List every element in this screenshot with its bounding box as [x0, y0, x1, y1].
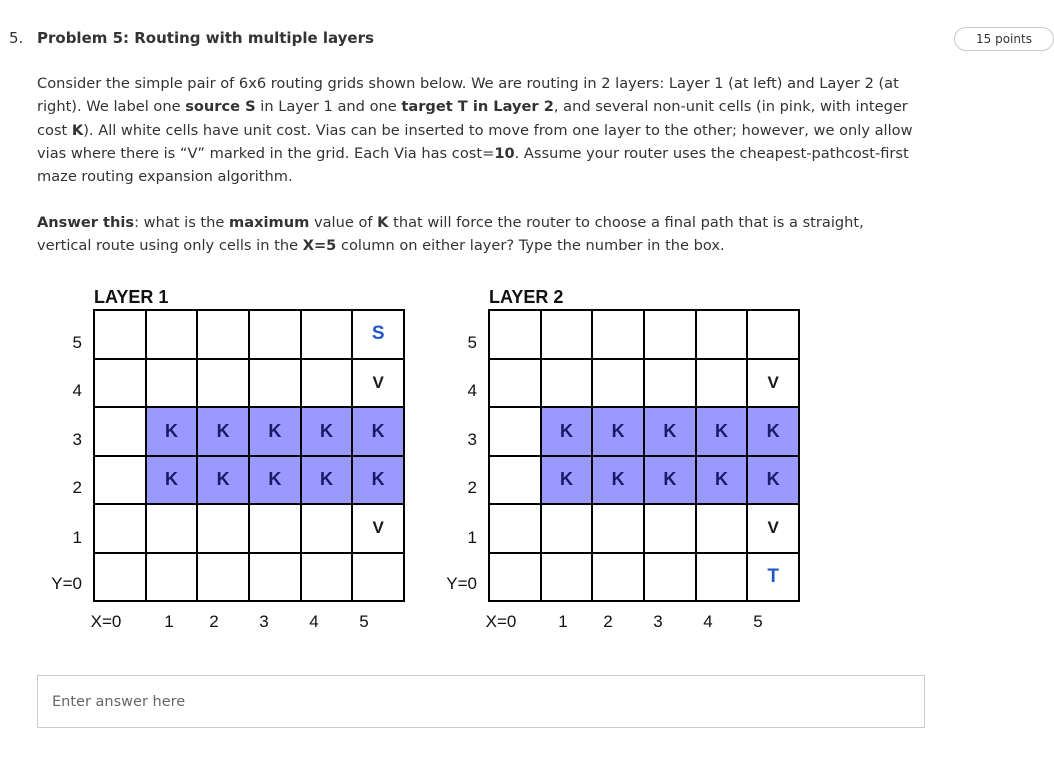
grid-cell — [542, 457, 592, 504]
grid-cell — [95, 505, 145, 552]
grid-cell — [542, 360, 592, 407]
grid-cell — [250, 505, 300, 552]
cell-label: V — [372, 372, 384, 392]
grid-cell — [353, 360, 403, 407]
x-label: 2 — [603, 612, 613, 631]
grid-cell — [490, 554, 540, 601]
grid-cell — [593, 408, 643, 455]
y-label: 5 — [72, 333, 82, 352]
grid-cell — [645, 554, 695, 601]
cell-label: K — [164, 420, 178, 441]
grid-cell — [198, 408, 248, 455]
cell-label: K — [611, 469, 625, 490]
cell-label: K — [714, 469, 728, 490]
grid-cell — [95, 457, 145, 504]
grid-cell — [302, 505, 352, 552]
x-label: 3 — [259, 612, 269, 631]
y-label: 3 — [72, 430, 82, 449]
grid-cell — [593, 505, 643, 552]
grid-cell — [198, 457, 248, 504]
grid-cell — [353, 457, 403, 504]
x-label: 4 — [703, 612, 713, 631]
cell-label: K — [164, 469, 178, 490]
grid-cell — [593, 360, 643, 407]
x-label: 1 — [558, 612, 568, 631]
grid-cell — [198, 554, 248, 601]
grid-cell — [95, 311, 145, 358]
grid-cell — [645, 457, 695, 504]
y-label: 2 — [467, 478, 477, 497]
answer-instructions: Answer this: what is the maximum value of K that will force the router to choose a final path that is a straight, vertical route using only cells in the X=5 column on either layer? Type the number in the box. — [37, 214, 864, 255]
grid-cell — [697, 311, 747, 358]
grid-cell — [250, 554, 300, 601]
grid-cell — [593, 457, 643, 504]
cell-label: V — [767, 372, 779, 392]
y-label: 3 — [467, 430, 477, 449]
grid-cell — [302, 311, 352, 358]
grid-cell — [302, 457, 352, 504]
y-label: 1 — [467, 528, 477, 547]
grid-cell — [250, 408, 300, 455]
points-badge: 15 points — [954, 27, 1054, 51]
grid-cell — [147, 457, 197, 504]
y-label: 4 — [467, 381, 477, 400]
grid-cell — [250, 311, 300, 358]
layer2-grid — [488, 309, 800, 602]
grid-cell — [147, 505, 197, 552]
x-label: 1 — [164, 612, 174, 631]
cell-label: K — [319, 469, 333, 490]
grid-cell — [353, 505, 403, 552]
grid-cell — [697, 505, 747, 552]
x-label: X=0 — [485, 612, 517, 631]
layer1-title: LAYER 1 — [94, 287, 169, 307]
cell-label: K — [371, 420, 385, 441]
grid-cell — [748, 311, 798, 358]
cell-label: V — [372, 518, 384, 538]
grid-cell — [542, 554, 592, 601]
cell-label: K — [559, 469, 573, 490]
x-label: 5 — [359, 612, 369, 631]
problem-description: Consider the simple pair of 6x6 routing grids shown below. We are routing in 2 layers: Layer 1 (at left) and Layer 2 (at right). We label one source S in Layer 1 and one target T in Layer 2, and several non-unit cells (in pink, with integer cost K). All white cells have unit cost. Vias can be inserted to move from one layer to the other; however, we only allow vias where there is “V” marked in the grid. Each Via has cost=10. Assume your router uses the cheapest-pathcost-first maze routing expansion algorithm. — [37, 75, 913, 186]
grid-cell — [490, 457, 540, 504]
answer-input[interactable] — [37, 675, 925, 728]
grid-cell — [697, 457, 747, 504]
grid-cell — [542, 505, 592, 552]
grid-cell — [645, 408, 695, 455]
y-label: 4 — [72, 381, 82, 400]
grid-cell — [147, 360, 197, 407]
grid-cell — [542, 311, 592, 358]
grid-cell — [697, 408, 747, 455]
cell-label: K — [766, 469, 780, 490]
cell-label: K — [319, 420, 333, 441]
grid-cell — [490, 408, 540, 455]
question-title: Problem 5: Routing with multiple layers — [37, 29, 374, 47]
x-label: 5 — [753, 612, 763, 631]
cell-label: K — [268, 469, 282, 490]
y-label: Y=0 — [51, 574, 82, 593]
grid-cell — [95, 408, 145, 455]
layer2-title: LAYER 2 — [489, 287, 564, 307]
grid-cell — [645, 311, 695, 358]
grid-cell — [748, 360, 798, 407]
grid-cell — [748, 505, 798, 552]
cell-label: S — [371, 323, 385, 345]
grid-cell — [250, 360, 300, 407]
grid-cell — [353, 408, 403, 455]
grid-cell — [748, 457, 798, 504]
grid-cell — [593, 554, 643, 601]
grid-cell — [147, 408, 197, 455]
grid-cell — [748, 408, 798, 455]
grid-cell — [95, 554, 145, 601]
question-number: 5. — [9, 29, 24, 47]
grid-cell — [542, 408, 592, 455]
grid-cell — [302, 360, 352, 407]
grid-cell — [302, 408, 352, 455]
cell-label: V — [767, 518, 779, 538]
grid-cell — [198, 360, 248, 407]
layer1-grid — [93, 309, 405, 602]
y-label: 1 — [72, 528, 82, 547]
cell-label: K — [714, 420, 728, 441]
grid-cell — [697, 554, 747, 601]
cell-label: T — [767, 565, 779, 587]
grid-cell — [490, 505, 540, 552]
grid-cell — [645, 505, 695, 552]
cell-label: K — [216, 420, 230, 441]
grid-cell — [250, 457, 300, 504]
grid-cell — [147, 554, 197, 601]
grid-cell — [302, 554, 352, 601]
cell-label: K — [663, 469, 677, 490]
grid-cell — [645, 360, 695, 407]
x-label: 2 — [209, 612, 219, 631]
y-label: 5 — [467, 333, 477, 352]
cell-label: K — [766, 420, 780, 441]
x-label: 4 — [309, 612, 319, 631]
cell-label: K — [371, 469, 385, 490]
x-label: 3 — [653, 612, 663, 631]
grid-cell — [198, 505, 248, 552]
grid-cell — [353, 311, 403, 358]
grid-cell — [748, 554, 798, 601]
cell-label: K — [663, 420, 677, 441]
grid-cell — [95, 360, 145, 407]
grid-cell — [697, 360, 747, 407]
cell-label: K — [216, 469, 230, 490]
cell-label: K — [268, 420, 282, 441]
grid-cell — [147, 311, 197, 358]
grid-cell — [490, 360, 540, 407]
y-label: 2 — [72, 478, 82, 497]
grid-cell — [353, 554, 403, 601]
grid-cell — [490, 311, 540, 358]
cell-label: K — [559, 420, 573, 441]
y-label: Y=0 — [446, 574, 477, 593]
cell-label: K — [611, 420, 625, 441]
grid-cell — [593, 311, 643, 358]
grid-cell — [198, 311, 248, 358]
x-label: X=0 — [90, 612, 122, 631]
